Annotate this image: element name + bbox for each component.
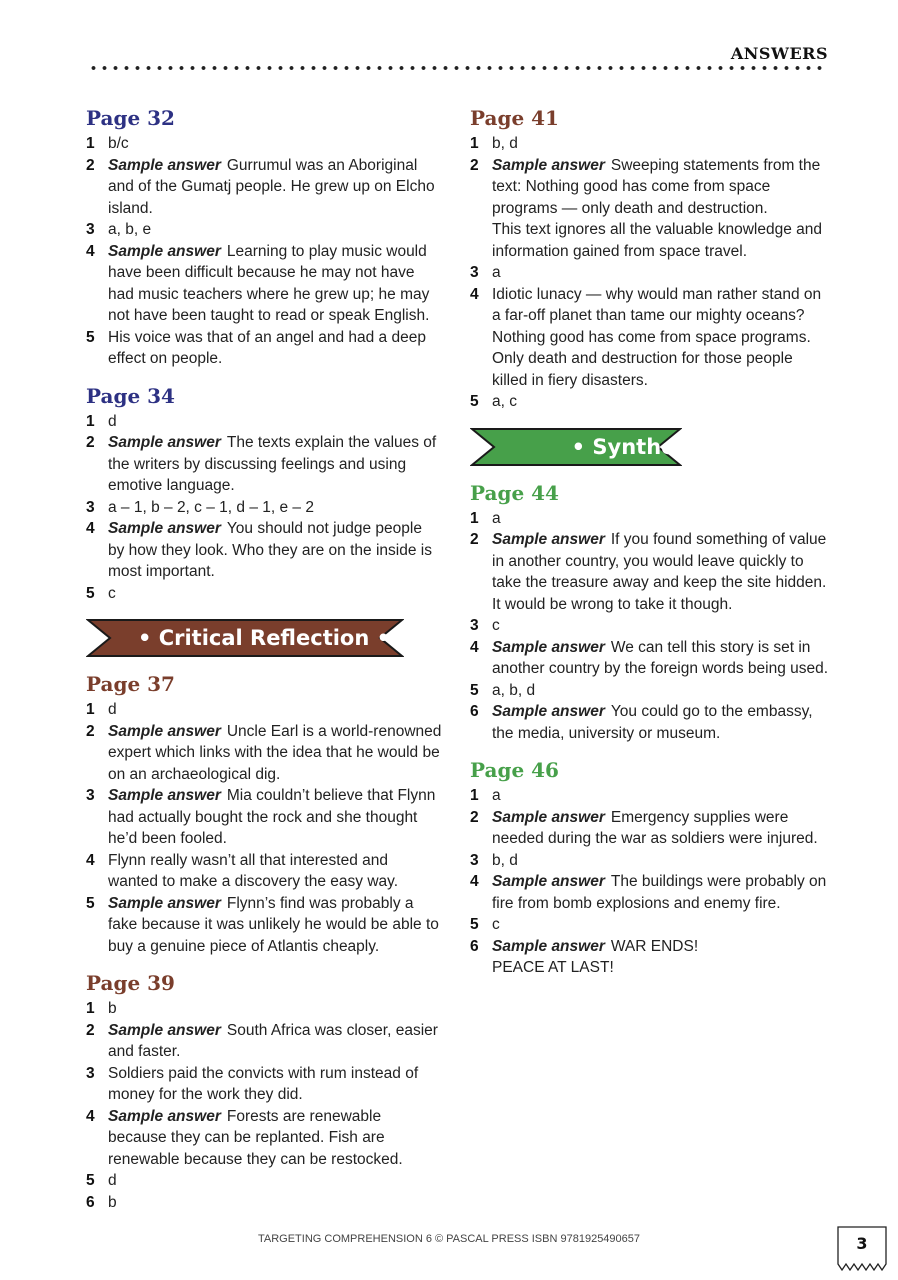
answer-item	[470, 284, 830, 392]
answer-text: Forests are renewable because they can be replanted. Fish are renewable because they can be restocked.	[108, 1107, 403, 1168]
answer-text: South Africa was closer, easier and faster.	[108, 1021, 438, 1060]
answer-text: We can tell this story is set in another country by the foreign words being used.	[492, 638, 829, 677]
answer-number: 3	[86, 1064, 95, 1082]
answer-number: 4	[86, 851, 95, 869]
page-41-section	[470, 104, 830, 413]
answer-number: 1	[86, 412, 95, 430]
answer-text: His voice was that of an angel and had a deep effect on people.	[108, 328, 426, 367]
synthesis-banner	[470, 427, 830, 467]
page-heading: Page 34	[86, 383, 175, 408]
page-heading: Page 37	[86, 672, 175, 696]
answer-text: You could go to the embassy, the media, university or museum.	[492, 703, 813, 742]
answer-number: 2	[86, 156, 95, 174]
answer-number: 2	[470, 808, 479, 826]
page-32-section	[86, 104, 442, 370]
answer-text: a, b, e	[108, 221, 152, 238]
answer-number: 1	[470, 135, 479, 152]
answer-number: 6	[86, 1193, 95, 1211]
answer-item	[470, 914, 830, 936]
answer-text: Uncle Earl is a world-renowned expert which links with the idea that he would be on an archaeological dig.	[108, 722, 442, 783]
sample-answer-label: Sample answer	[492, 156, 605, 174]
answer-text: d	[108, 701, 117, 718]
answer-number: 5	[470, 681, 479, 699]
answer-list	[86, 411, 442, 605]
answer-text: Soldiers paid the convicts with rum instead of money for the work they did.	[108, 1064, 419, 1103]
answer-text: b, d	[492, 135, 518, 152]
answer-number: 1	[86, 701, 95, 718]
answer-item	[470, 807, 830, 850]
answer-number: 2	[86, 722, 95, 740]
answer-text: WAR ENDS! PEACE AT LAST!	[492, 937, 699, 976]
left-column	[86, 104, 442, 1225]
banner-label	[86, 618, 442, 658]
page-39-section	[86, 969, 442, 1213]
answer-number: 4	[86, 1107, 95, 1125]
answer-item	[470, 701, 830, 744]
answer-item	[470, 850, 830, 872]
sample-answer-label: Sample answer	[492, 638, 605, 656]
answer-number: 3	[470, 617, 479, 634]
answer-list	[470, 133, 830, 413]
answer-text: a, b, d	[492, 681, 536, 699]
page-heading: Page 41	[470, 106, 559, 130]
answer-text: d	[108, 412, 117, 430]
answer-item	[470, 508, 830, 530]
answer-item	[470, 155, 830, 263]
answer-list	[470, 508, 830, 745]
answer-text: a, c	[492, 393, 517, 410]
answer-text: Learning to play music would have been difficult because he may not have had music teachers where he grew up; he may not have been taught to read or speak English.	[108, 242, 430, 324]
answer-item	[86, 155, 442, 220]
sample-answer-label: Sample answer	[108, 1021, 221, 1039]
right-column	[470, 104, 830, 991]
answer-text: Idiotic lunacy — why would man rather stand on a far-off planet than tame our mighty oceans? Nothing good has come from space programs. Only death and destruction for those people killed in fiery disasters.	[492, 285, 822, 389]
answer-item	[86, 1170, 442, 1192]
banner-dot-left: •	[137, 626, 159, 650]
page-34-section	[86, 382, 442, 605]
answer-number: 5	[470, 916, 479, 933]
answer-text: c	[108, 584, 116, 602]
sample-answer-label: Sample answer	[108, 894, 221, 912]
answer-text: c	[492, 916, 500, 933]
answer-number: 4	[86, 520, 95, 537]
answer-text: Gurrumul was an Aboriginal and of the Gumatj people. He grew up on Elcho island.	[108, 156, 435, 217]
page-44-section	[470, 479, 830, 745]
answer-item	[470, 637, 830, 680]
answer-number: 5	[86, 894, 95, 912]
sample-answer-label: Sample answer	[492, 703, 605, 720]
answer-text: a	[492, 509, 501, 527]
answer-item	[86, 699, 442, 721]
answer-text: Flynn’s find was probably a fake because it was unlikely he would be able to buy a genuine piece of Atlantis cheaply.	[108, 894, 439, 955]
header-title: ANSWERS	[730, 44, 828, 63]
answer-number: 3	[86, 498, 95, 516]
sample-answer-label: Sample answer	[492, 937, 605, 955]
answer-item	[470, 680, 830, 702]
sample-answer-label: Sample answer	[108, 156, 221, 174]
answer-text: d	[108, 1172, 117, 1189]
answer-text: Mia couldn’t believe that Flynn had actually bought the rock and she thought he’d been fooled.	[108, 787, 436, 847]
answer-number: 2	[86, 1021, 95, 1039]
answer-item	[86, 785, 442, 850]
answer-item	[86, 497, 442, 519]
answer-text: Sweeping statements from the text: Nothing good has come from space programs — only death and destruction. This text ignores all the valuable knowledge and information gained from space travel.	[492, 156, 823, 260]
answer-number: 4	[470, 638, 479, 656]
page-heading: Page 44	[470, 480, 559, 505]
answer-text: c	[492, 617, 500, 634]
answer-text: b	[108, 1193, 117, 1211]
sample-answer-label: Sample answer	[492, 808, 605, 826]
sample-answer-label: Sample answer	[492, 873, 605, 890]
answer-text: Emergency supplies were needed during the war as soldiers were injured.	[492, 808, 818, 847]
banner-dot-right: •	[707, 434, 729, 459]
sample-answer-label: Sample answer	[108, 242, 221, 260]
banner-label	[470, 427, 830, 467]
answer-item	[470, 785, 830, 807]
answer-item	[86, 327, 442, 370]
answer-number: 3	[470, 851, 479, 869]
answer-list	[86, 133, 442, 370]
answer-number: 5	[470, 393, 479, 410]
answer-text: a – 1, b – 2, c – 1, d – 1, e – 2	[108, 498, 314, 516]
answer-item	[470, 133, 830, 155]
answer-item	[86, 721, 442, 786]
answer-number: 4	[470, 873, 479, 890]
answer-item	[470, 936, 830, 979]
answer-item	[86, 518, 442, 583]
page-46-section	[470, 756, 830, 979]
answer-item	[86, 583, 442, 605]
page-number-tab	[836, 1226, 888, 1272]
answer-number: 2	[470, 156, 479, 174]
answer-item	[470, 529, 830, 615]
banner-label-text: Critical Reflection	[158, 626, 370, 650]
sample-answer-label: Sample answer	[108, 1107, 221, 1125]
answer-item	[86, 432, 442, 497]
page-heading: Page 46	[470, 758, 559, 782]
answer-list	[86, 998, 442, 1213]
answer-item	[470, 391, 830, 413]
answer-number: 5	[86, 328, 95, 346]
dotted-divider	[88, 66, 828, 70]
answer-number: 4	[86, 242, 95, 260]
answer-text: The texts explain the values of the writers by discussing feelings and using emotive language.	[108, 434, 437, 494]
answer-text: b	[108, 1000, 117, 1017]
answer-item	[86, 219, 442, 241]
answer-number: 6	[470, 937, 479, 955]
page-heading: Page 39	[86, 971, 175, 995]
answer-number: 6	[470, 703, 479, 720]
sample-answer-label: Sample answer	[108, 722, 221, 740]
answer-text: You should not judge people by how they look. Who they are on the inside is most important.	[108, 520, 432, 580]
footer-text: TARGETING COMPREHENSION 6 © PASCAL PRESS ISBN 9781925490657	[257, 1233, 641, 1245]
answer-number: 1	[470, 787, 479, 804]
page-heading: Page 32	[86, 106, 175, 130]
answer-item	[86, 133, 442, 155]
answer-list	[470, 785, 830, 979]
answer-number: 1	[86, 1000, 95, 1017]
answer-item	[86, 893, 442, 958]
answer-item	[86, 411, 442, 433]
answer-item	[86, 998, 442, 1020]
answer-number: 5	[86, 1172, 95, 1189]
answer-item	[470, 615, 830, 637]
answer-item	[86, 850, 442, 893]
answer-item	[470, 262, 830, 284]
banner-dot-left: •	[571, 434, 593, 459]
page-number: 3	[856, 1234, 868, 1253]
sample-answer-label: Sample answer	[108, 520, 221, 537]
answer-text: b, d	[492, 851, 518, 869]
answer-text: a	[492, 264, 501, 281]
page-37-section	[86, 670, 442, 957]
sample-answer-label: Sample answer	[492, 531, 605, 548]
answer-item	[470, 871, 830, 914]
answer-text: The buildings were probably on fire from bomb explosions and enemy fire.	[492, 873, 827, 912]
answer-item	[86, 1063, 442, 1106]
answer-text: If you found something of value in another country, you would leave quickly to take the treasure away and keep the site hidden. It would be wrong to take it though.	[492, 531, 827, 613]
answer-text: a	[492, 787, 501, 804]
sample-answer-label: Sample answer	[108, 787, 221, 804]
answer-number: 2	[470, 531, 479, 548]
answer-text: b/c	[108, 135, 129, 152]
answer-item	[86, 1192, 442, 1214]
answer-number: 3	[86, 221, 95, 238]
answer-number: 5	[86, 584, 95, 602]
sample-answer-label: Sample answer	[108, 434, 221, 451]
answer-number: 4	[470, 285, 479, 303]
answer-number: 2	[86, 434, 95, 451]
answer-item	[86, 1106, 442, 1171]
answer-list	[86, 699, 442, 957]
critical-reflection-banner	[86, 618, 442, 658]
answer-text: Flynn really wasn’t all that interested and wanted to make a discovery the easy way.	[108, 851, 399, 890]
banner-dot-right: •	[369, 626, 391, 650]
answer-number: 1	[470, 509, 479, 527]
answer-number: 1	[86, 135, 95, 152]
answer-item	[86, 241, 442, 327]
answer-number: 3	[86, 787, 95, 804]
answer-item	[86, 1020, 442, 1063]
answer-number: 3	[470, 264, 479, 281]
banner-label-text: Synthesis	[592, 434, 708, 459]
